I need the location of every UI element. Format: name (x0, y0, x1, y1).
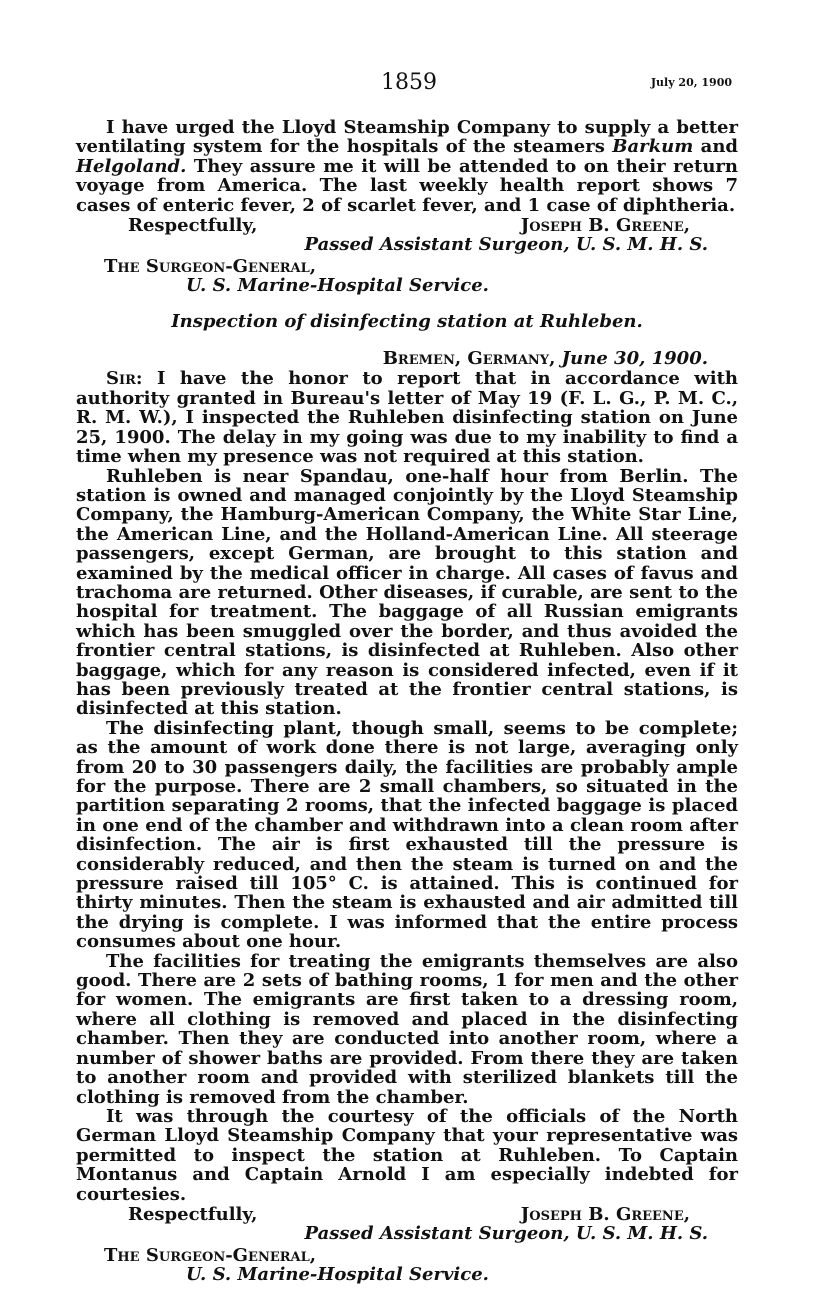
page-body (76, 118, 738, 1285)
letter2-addressee-org: U. S. Marine-Hospital Service. (186, 1264, 489, 1286)
letter2-paragraph-1 (76, 369, 738, 466)
ship-name-helgoland: Helgoland. (76, 155, 187, 177)
dateline-date: June 30, 1900. (561, 348, 708, 370)
ship-name-barkum: Barkum (612, 136, 694, 158)
dateline-place: Bremen, Germany, (382, 348, 556, 370)
page-number: 1859 (381, 70, 437, 95)
letter2-paragraph-2: Ruhleben is near Spandau, one-half hour from Berlin. The station is owned and managed conjointly by the Lloyd Steamship Company, the Hamburg-American Company, the White Star Line, the American Line, and the Holland-American Line. All steerage passengers, except German, are brought to this station and examined by the medical officer in charge. All cases of favus and trachoma are returned. Other diseases, if curable, are sent to the hospital for treatment. The baggage of all Russian emigrants which has been smuggled over the border, and thus avoided the frontier central stations, is disinfected at Ruhleben. Also other baggage, which for any reason is considered infected, even if it has been previously treated at the frontier central stations, is disinfected at this station. (76, 465, 738, 720)
letter2-paragraph-5: It was through the courtesy of the officials of the North German Lloyd Steamship Company that your representative was permitted to inspect the station at Ruhleben. To Captain Montanus and Captain Arnold I am especially indebted for courtesies. (76, 1105, 738, 1205)
letter1-signature-row (76, 216, 738, 235)
letter1-paragraph (76, 118, 738, 215)
letter1-closing: Respectfully, (128, 215, 258, 237)
letter1-addressee: The Surgeon-General, (104, 255, 317, 277)
letter1-text-a: I have urged the Lloyd Steamship Company to supply a better ventilating system for the hospitals of the steamers (76, 117, 738, 158)
salutation: Sir (106, 368, 136, 390)
section-title: Inspection of disinfecting station at Ruhleben. (171, 310, 643, 332)
letter2-p1-text: : I have the honor to report that in accordance with authority granted in Bureau's letter of May 19 (F. L. G., P. M. C., R. M. W.), I inspected the Ruhleben disinfecting station on June 25, 1900. The delay in my going was due to my inability to find a time when my presence was not required at this station. (76, 368, 738, 468)
letter1-signer-title: Passed Assistant Surgeon, U. S. M. H. S. (304, 234, 708, 256)
letter1-text-c: They assure me it will be attended to on their return voyage from America. The last weekly health report shows 7 cases of enteric fever, 2 of scarlet fever, and 1 case of diphtheria. (76, 155, 738, 216)
letter2-signature-row (76, 1205, 738, 1224)
letter2-addressee: The Surgeon-General, (104, 1244, 317, 1266)
letter2-signer: Joseph B. Greene, (520, 1203, 690, 1225)
letter1-signer: Joseph B. Greene, (520, 215, 690, 237)
letter2-paragraph-3: The disinfecting plant, though small, seems to be complete; as the amount of work done there is not large, averaging only from 20 to 30 passengers daily, the facilities are probably ample for the purpose. There are 2 small chambers, so situated in the partition separating 2 rooms, that the infected baggage is placed in one end of the chamber and withdrawn into a clean room after disinfection. The air is first exhausted till the pressure is considerably reduced, and then the steam is turned on and the pressure raised till 105° C. is attained. This is continued for thirty minutes. Then the steam is exhausted and air admitted till the drying is complete. I was informed that the entire process consumes about one hour. (76, 717, 738, 953)
letter2-dateline (76, 349, 738, 368)
header-date: July 20, 1900 (650, 76, 732, 89)
letter2-paragraph-4: The facilities for treating the emigrants themselves are also good. There are 2 sets of bathing rooms, 1 for men and the other for women. The emigrants are first taken to a dressing room, where all clothing is removed and placed in the disinfecting chamber. Then they are conducted into another room, where a number of shower baths are provided. From there they are taken to another room and provided with sterilized blankets till the clothing is removed from the chamber. (76, 950, 738, 1108)
page-header (0, 70, 816, 96)
letter1-addressee-org: U. S. Marine-Hospital Service. (186, 275, 489, 297)
letter1-text-b: and (693, 136, 738, 158)
letter2-signer-title: Passed Assistant Surgeon, U. S. M. H. S. (304, 1223, 708, 1245)
letter2-closing: Respectfully, (128, 1203, 258, 1225)
